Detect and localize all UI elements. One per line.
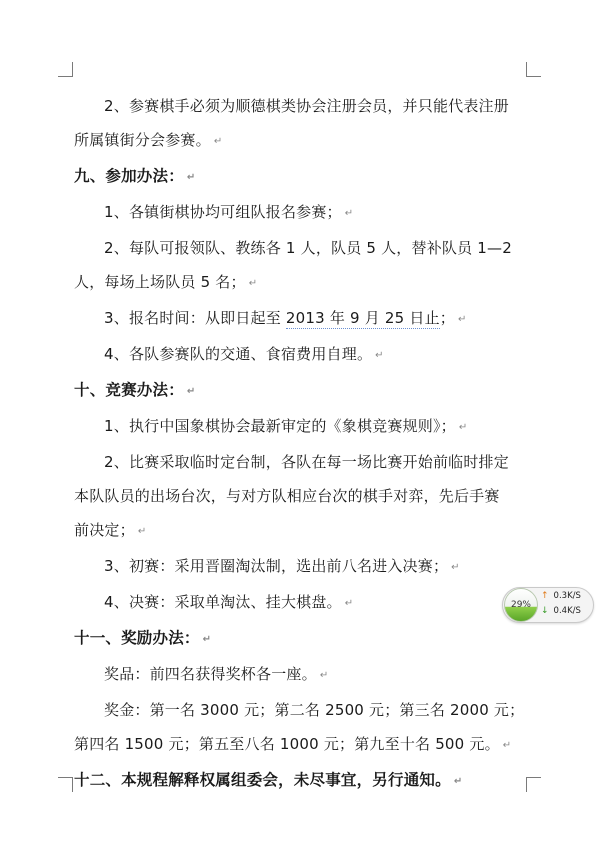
paragraph-mark-icon: ↵ <box>457 314 467 325</box>
paragraph: 2、比赛采取临时定台制，各队在每一场比赛开始前临时排定 <box>104 453 509 471</box>
arrow-down-icon: ↓ <box>541 606 549 616</box>
document-body[interactable] <box>74 89 526 799</box>
paragraph: 4、决赛：采取单淘汰、挂大棋盘。 ↵ <box>104 593 354 611</box>
paragraph: 2、每队可报领队、教练各 1 人，队员 5 人，替补队员 1—2 <box>104 239 512 257</box>
paragraph-mark-icon: ↵ <box>344 598 354 609</box>
paragraph-mark-icon: ↵ <box>137 526 147 537</box>
paragraph: 奖品：前四名获得奖杯各一座。 ↵ <box>104 665 329 683</box>
memory-usage-gauge[interactable]: 29% <box>504 588 538 622</box>
paragraph: 人，每场上场队员 5 名； ↵ <box>74 273 258 291</box>
paragraph: 前决定； ↵ <box>74 521 147 539</box>
network-speed-widget[interactable] <box>502 587 594 623</box>
section-heading: 十一、奖励办法： ↵ <box>74 629 212 647</box>
paragraph-mark-icon: ↵ <box>502 740 512 751</box>
paragraph: 1、执行中国象棋协会最新审定的《象棋竞赛规则》； ↵ <box>104 417 468 435</box>
paragraph-mark-icon: ↵ <box>319 670 329 681</box>
paragraph: 4、各队参赛队的交通、食宿费用自理。 ↵ <box>104 345 384 363</box>
registration-time-paragraph: 3、报名时间：从即日起至 2013 年 9 月 25 日止； ↵ <box>104 309 467 327</box>
paragraph-mark-icon: ↵ <box>451 562 460 573</box>
paragraph-mark-icon: ↵ <box>186 386 196 397</box>
paragraph: 第四名 1500 元；第五至八名 1000 元；第九至十名 500 元。 ↵ <box>74 735 512 753</box>
arrow-up-icon: ↑ <box>541 591 549 601</box>
crop-mark-bottom-left <box>58 777 73 792</box>
registration-deadline: 2013 年 9 月 25 日止 <box>285 309 440 327</box>
section-heading: 九、参加办法： ↵ <box>74 167 196 185</box>
paragraph: 所属镇街分会参赛。 ↵ <box>74 131 223 149</box>
paragraph-mark-icon: ↵ <box>186 172 196 183</box>
paragraph: 奖金：第一名 3000 元；第二名 2500 元；第三名 2000 元； <box>104 701 525 719</box>
crop-mark-bottom-right <box>526 777 541 792</box>
paragraph-mark-icon: ↵ <box>375 350 384 361</box>
section-heading: 十、竞赛办法： ↵ <box>74 381 196 399</box>
paragraph-mark-icon: ↵ <box>213 136 223 147</box>
paragraph-mark-icon: ↵ <box>202 634 212 645</box>
section-heading: 十二、本规程解释权属组委会，未尽事宜，另行通知。 ↵ <box>74 771 463 789</box>
crop-mark-top-right <box>526 62 541 77</box>
paragraph: 2、参赛棋手必须为顺德棋类协会注册会员，并只能代表注册 <box>104 97 509 115</box>
paragraph-mark-icon: ↵ <box>248 278 258 289</box>
upload-speed: ↑ 0.3K/S <box>541 591 581 601</box>
paragraph: 1、各镇街棋协均可组队报名参赛； ↵ <box>104 203 354 221</box>
download-speed: ↓ 0.4K/S <box>541 606 581 616</box>
crop-mark-top-left <box>58 62 73 77</box>
paragraph: 本队队员的出场台次，与对方队相应台次的棋手对弈，先后手赛 <box>74 487 500 505</box>
paragraph: 3、初赛：采用晋圈淘汰制，选出前八名进入决赛； ↵ <box>104 557 460 575</box>
paragraph-mark-icon: ↵ <box>458 422 468 433</box>
paragraph-mark-icon: ↵ <box>344 208 354 219</box>
paragraph-mark-icon: ↵ <box>453 776 463 787</box>
